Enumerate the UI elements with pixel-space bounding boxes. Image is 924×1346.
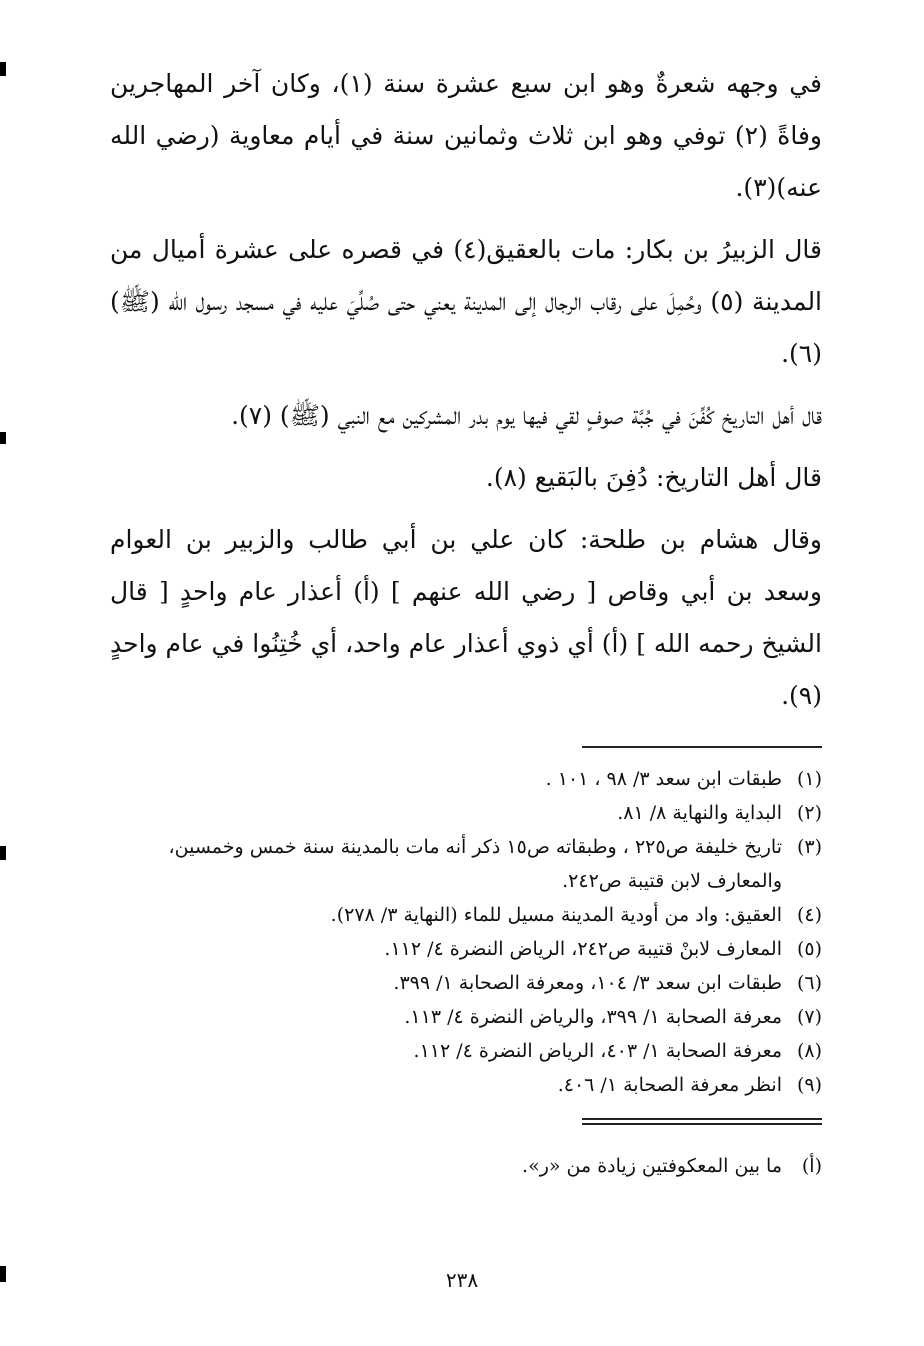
- footnote-number: (٤): [796, 904, 822, 926]
- scan-edge-mark: [0, 846, 6, 860]
- page-body: [110, 58, 822, 1183]
- paragraph-3: قال أهل التاريخ كُفِّنَ في جُبَّة صوفٍ لقي فيها يوم بدر المشركين مع النبي (ﷺ) (٧).: [231, 401, 822, 430]
- footnote-text: انظر معرفة الصحابة ١/ ٤٠٦.: [557, 1074, 782, 1096]
- footnote-text: طبقات ابن سعد ٣/ ١٠٤، ومعرفة الصحابة ١/ ٣٩٩.: [393, 972, 782, 994]
- editorial-note: [110, 1149, 822, 1183]
- footnote: [110, 796, 822, 830]
- footnote-number: (١): [796, 768, 822, 790]
- paragraph-2: قال الزبيرُ بن بكار: مات بالعقيق(٤) في قصره على عشرة أميال من المدينة (٥) وحُمِلَ على رقاب الرجال إلى المدينة يعني حتى صُلِّيَ عليه في مسجد رسول الله (ﷺ) (٦).: [110, 235, 823, 368]
- footnote-number: (٣): [796, 836, 822, 858]
- scan-edge-mark: [0, 62, 6, 76]
- footnote-text: البداية والنهاية ٨/ ٨١.: [617, 802, 782, 824]
- footnote: [110, 898, 822, 932]
- footnote-text: المعارف لابنْ قتيبة ص٢٤٢، الرياض النضرة ٤/ ١١٢.: [384, 938, 782, 960]
- footnote: [110, 932, 822, 966]
- footnote: [110, 762, 822, 796]
- footnote: [110, 1000, 822, 1034]
- footnote: [110, 1068, 822, 1102]
- editorial-note-text: ما بين المعكوفتين زيادة من «ر».: [522, 1155, 782, 1177]
- footnote-number: (٩): [796, 1074, 822, 1096]
- footnote-number: (٢): [796, 802, 822, 824]
- footnote: [110, 830, 822, 898]
- footnote-text: طبقات ابن سعد ٣/ ٩٨ ، ١٠١ .: [545, 768, 782, 790]
- footnote-separator: [582, 746, 822, 748]
- editorial-note-marker: (أ): [801, 1155, 822, 1177]
- footnote: [110, 966, 822, 1000]
- footnote-text: معرفة الصحابة ١/ ٣٩٩، والرياض النضرة ٤/ ١١٣.: [404, 1006, 782, 1028]
- footnote-text: العقيق: واد من أودية المدينة مسيل للماء (النهاية ٣/ ٢٧٨).: [330, 904, 782, 926]
- footnote-number: (٧): [796, 1006, 822, 1028]
- footnote-number: (٨): [796, 1040, 822, 1062]
- paragraph-1: في وجهه شعرةٌ وهو ابن سبع عشرة سنة (١)، وكان آخر المهاجرين وفاةً (٢) توفي وهو ابن ثلاث وثمانين سنة في أيام معاوية (رضي الله عنه)(٣).: [110, 69, 822, 202]
- page-number: ٢٣٨: [445, 1268, 479, 1292]
- footnote-number: (٥): [796, 938, 822, 960]
- footnote-text: تاريخ خليفة ص٢٢٥ ، وطبقاته ص١٥ ذكر أنه مات بالمدينة سنة خمس وخمسين، والمعارف لابن قتيبة ص٢٤٢.: [168, 836, 782, 892]
- paragraph-4: قال أهل التاريخ: دُفِنَ بالبَقيع (٨).: [485, 463, 822, 492]
- footnote: [110, 1034, 822, 1068]
- footnote-number: (٦): [796, 972, 822, 994]
- scan-edge-mark: [0, 432, 6, 444]
- footnotes: [110, 762, 822, 1102]
- editorial-note-separator: [582, 1118, 822, 1125]
- paragraph-5: وقال هشام بن طلحة: كان علي بن أبي طالب والزبير بن العوام وسعد بن أبي وقاص [ رضي الله عنهم ] (أ) أعذار عام واحدٍ [ قال الشيخ رحمه الله ] (أ) أي ذوي أعذار عام واحد، أي خُتِنُوا في عام واحدٍ (٩).: [110, 525, 822, 710]
- footnote-text: معرفة الصحابة ١/ ٤٠٣، الرياض النضرة ٤/ ١١٢.: [413, 1040, 782, 1062]
